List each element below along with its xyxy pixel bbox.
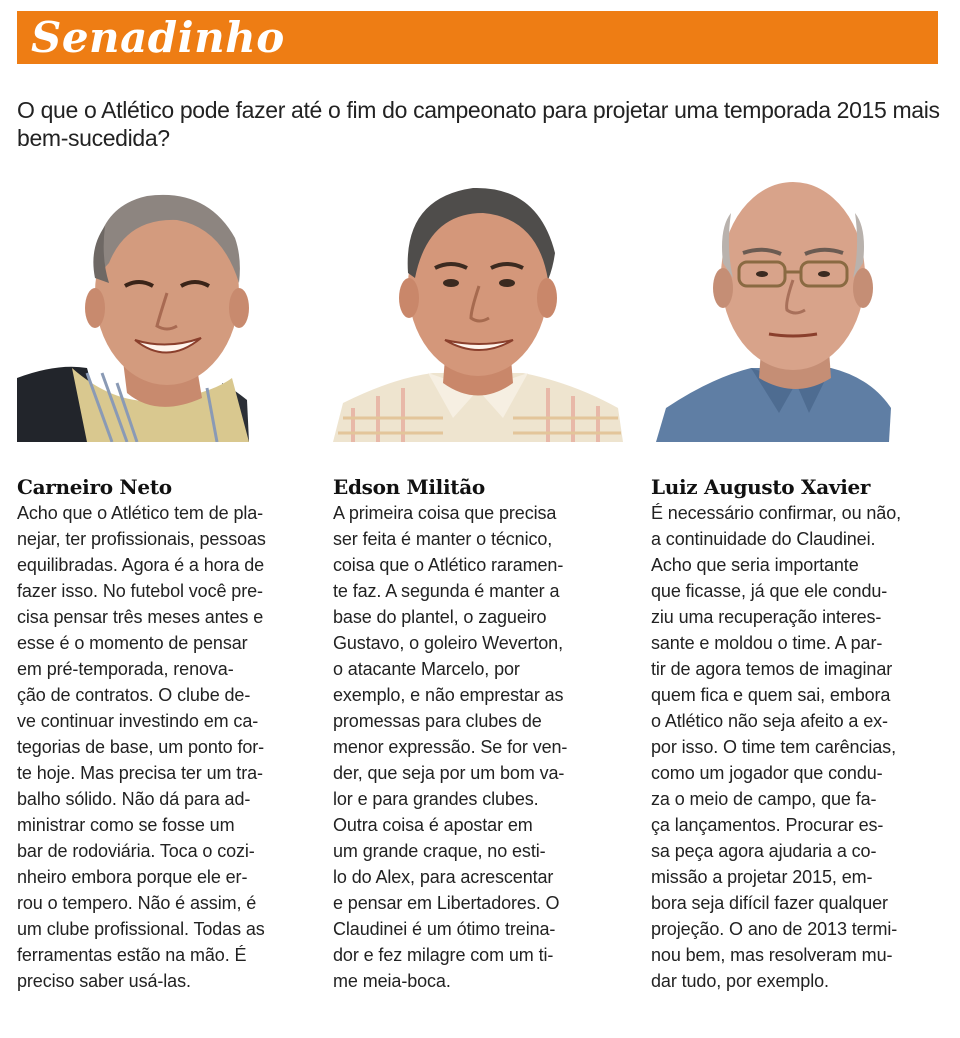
text-line: tegorias de base, um ponto for- xyxy=(17,737,265,757)
columnist-name-3: Luiz Augusto Xavier xyxy=(651,475,871,499)
text-line: quem fica e quem sai, embora xyxy=(651,685,891,705)
text-line: em pré-temporada, renova- xyxy=(17,659,234,679)
opinion-text-1 xyxy=(17,500,309,994)
text-line: balho sólido. Não dá para ad- xyxy=(17,789,251,809)
text-line: A primeira coisa que precisa xyxy=(333,503,557,523)
text-line: cisa pensar três meses antes e xyxy=(17,607,264,627)
text-line: ziu uma recuperação interes- xyxy=(651,607,882,627)
text-line: um grande craque, no esti- xyxy=(333,841,546,861)
text-line: dor e fez milagre com um ti- xyxy=(333,945,554,965)
portrait-photo-2 xyxy=(333,168,633,442)
opinion-text-3 xyxy=(651,500,943,994)
text-line: tir de agora temos de imaginar xyxy=(651,659,893,679)
columnist-name-2: Edson Militão xyxy=(333,475,485,499)
text-line: Gustavo, o goleiro Weverton, xyxy=(333,633,563,653)
text-line: dar tudo, por exemplo. xyxy=(651,971,829,991)
text-line: Acho que o Atlético tem de pla- xyxy=(17,503,264,523)
text-line: der, que seja por um bom va- xyxy=(333,763,565,783)
portrait-photo-1 xyxy=(17,168,317,442)
text-line: bora seja difícil fazer qualquer xyxy=(651,893,888,913)
text-line: esse é o momento de pensar xyxy=(17,633,248,653)
text-line: bar de rodoviária. Toca o cozi- xyxy=(17,841,255,861)
text-line: ção de contratos. O clube de- xyxy=(17,685,251,705)
text-line: base do plantel, o zagueiro xyxy=(333,607,547,627)
text-line: preciso saber usá-las. xyxy=(17,971,191,991)
text-line: te hoje. Mas precisa ter um tra- xyxy=(17,763,263,783)
text-line: um clube profissional. Todas as xyxy=(17,919,265,939)
text-line: que ficasse, já que ele condu- xyxy=(651,581,888,601)
text-line: o atacante Marcelo, por xyxy=(333,659,520,679)
text-line: equilibradas. Agora é a hora de xyxy=(17,555,265,575)
text-line: ferramentas estão na mão. É xyxy=(17,945,247,965)
text-line: nheiro embora porque ele er- xyxy=(17,867,248,887)
text-line: rou o tempero. Não é assim, é xyxy=(17,893,257,913)
text-line: por isso. O time tem carências, xyxy=(651,737,896,757)
text-line: fazer isso. No futebol você pre- xyxy=(17,581,263,601)
text-line: nejar, ter profissionais, pessoas xyxy=(17,529,266,549)
text-line: ser feita é manter o técnico, xyxy=(333,529,553,549)
text-line: Claudinei é um ótimo treina- xyxy=(333,919,556,939)
text-line: Acho que seria importante xyxy=(651,555,859,575)
section-title: Senadinho xyxy=(31,13,285,62)
opinion-column-1 xyxy=(17,168,317,994)
text-line: te faz. A segunda é manter a xyxy=(333,581,560,601)
text-line: exemplo, e não emprestar as xyxy=(333,685,564,705)
opinion-column-2 xyxy=(333,168,633,994)
text-line: za o meio de campo, que fa- xyxy=(651,789,877,809)
question-text: O que o Atlético pode fazer até o fim do campeonato para projetar uma temporada 2015 mais bem-sucedida? xyxy=(17,97,940,151)
text-line: ministrar como se fosse um xyxy=(17,815,235,835)
text-line: sa peça agora ajudaria a co- xyxy=(651,841,877,861)
section-banner xyxy=(17,11,938,64)
text-line: coisa que o Atlético raramen- xyxy=(333,555,564,575)
text-line: ça lançamentos. Procurar es- xyxy=(651,815,884,835)
text-line: a continuidade do Claudinei. xyxy=(651,529,876,549)
text-line: ve continuar investindo em ca- xyxy=(17,711,259,731)
text-line: nou bem, mas resolveram mu- xyxy=(651,945,893,965)
text-line: como um jogador que condu- xyxy=(651,763,883,783)
columnist-name-1: Carneiro Neto xyxy=(17,475,172,499)
opinion-column-3 xyxy=(651,168,951,994)
text-line: projeção. O ano de 2013 termi- xyxy=(651,919,898,939)
text-line: lo do Alex, para acrescentar xyxy=(333,867,554,887)
text-line: me meia-boca. xyxy=(333,971,451,991)
text-line: Outra coisa é apostar em xyxy=(333,815,533,835)
text-line: menor expressão. Se for ven- xyxy=(333,737,568,757)
text-line: o Atlético não seja afeito a ex- xyxy=(651,711,888,731)
text-line: promessas para clubes de xyxy=(333,711,542,731)
opinion-text-2 xyxy=(333,500,625,994)
text-line: e pensar em Libertadores. O xyxy=(333,893,560,913)
portrait-photo-3 xyxy=(651,168,951,442)
text-line: É necessário confirmar, ou não, xyxy=(651,503,902,523)
text-line: missão a projetar 2015, em- xyxy=(651,867,873,887)
text-line: lor e para grandes clubes. xyxy=(333,789,539,809)
text-line: sante e moldou o time. A par- xyxy=(651,633,883,653)
